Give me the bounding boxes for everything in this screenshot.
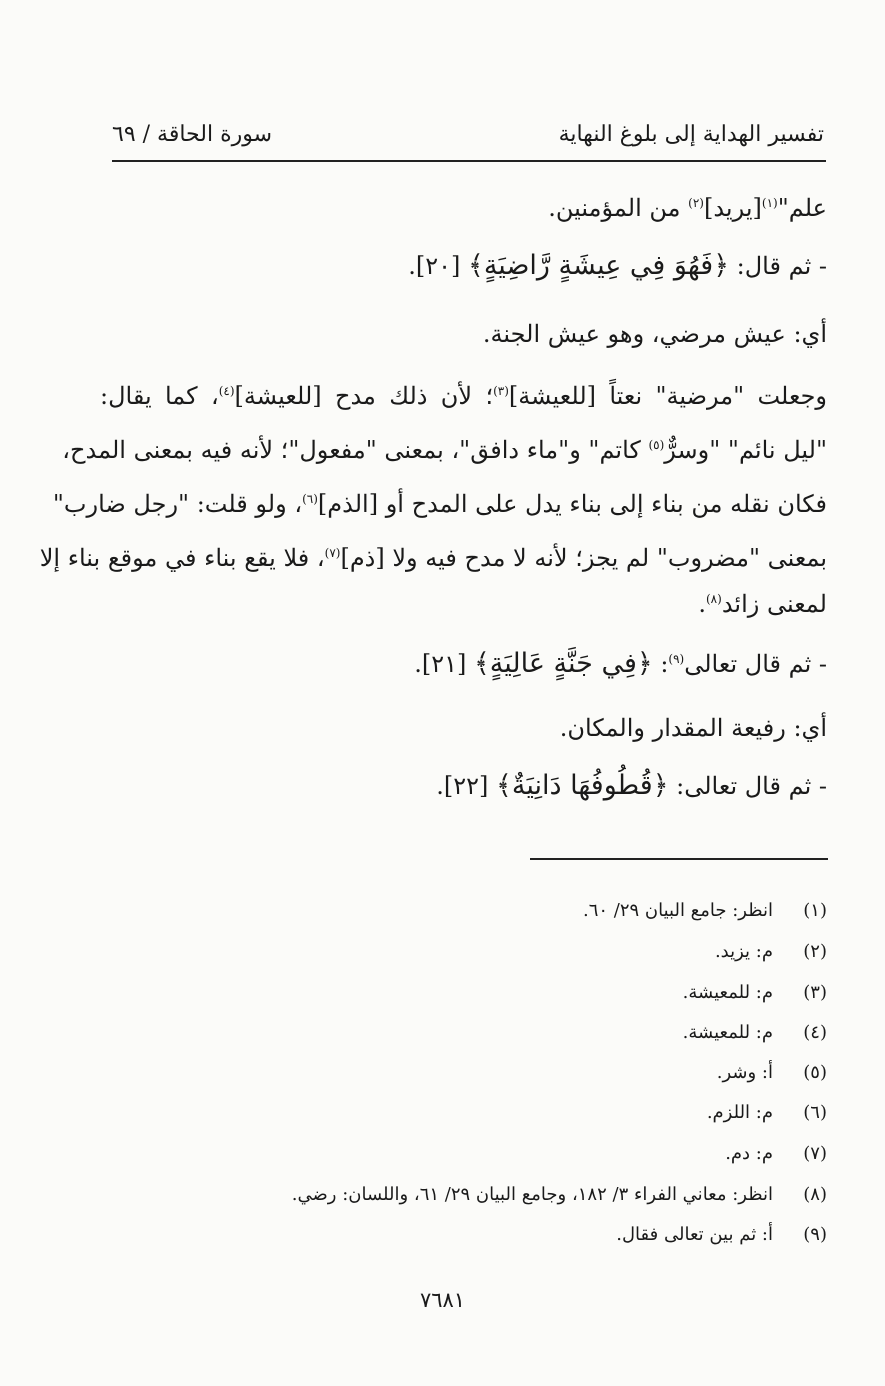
footnote-separator	[530, 858, 828, 860]
text-line-8: لمعنى زائد$^{(٨)}$.	[698, 590, 827, 618]
quran-verse: ﴿فَهُوَ فِي عِيشَةٍ رَّاضِيَةٍ﴾	[468, 250, 730, 281]
footnote-ref-9: (٩)	[668, 652, 685, 666]
footnote-4: (٤)م: للمعيشة.	[682, 1022, 827, 1043]
footnote-9: (٩)أ: ثم بين تعالى فقال.	[616, 1224, 827, 1245]
footnote-5: (٥)أ: وشر.	[716, 1062, 827, 1083]
footnote-8: (٨)انظر: معاني الفراء ٣/ ١٨٢، وجامع البيان ٢٩/ ٦١، واللسان: رضي.	[291, 1184, 827, 1205]
text-line-3: أي: عيش مرضي، وهو عيش الجنة.	[482, 320, 827, 348]
text-line-4: وجعلت "مرضية" نعتاً [للعيشة]$^{(٣)}$؛ لأن ذلك مدح [للعيشة]$^{(٤)}$، كما يقال:	[100, 382, 827, 410]
text-line-9: - ثم قال تعالى$^{(٩)}$: ﴿فِي جَنَّةٍ عَالِيَةٍ﴾ [٢١].	[414, 648, 827, 679]
footnote-1: (١)انظر: جامع البيان ٢٩/ ٦٠.	[582, 900, 827, 921]
surah-page-label: سورة الحاقة / ٦٩	[112, 122, 273, 147]
footnote-ref-7: (٧)	[324, 546, 341, 560]
text-line-5: "ليل نائم" "وسرٌّ$^{(٥)}$ كاتم" و"ماء دافق"، بمعنى "مفعول"؛ لأنه فيه بمعنى المدح،	[62, 436, 827, 464]
footnote-ref-3: (٣)	[493, 384, 509, 398]
footnote-3: (٣)م: للمعيشة.	[682, 982, 827, 1003]
footnote-ref-2: (٢)	[688, 196, 704, 210]
footnote-ref-8: (٨)	[705, 592, 722, 606]
footnote-ref-5: (٥)	[648, 438, 665, 452]
text-line-7: بمعنى "مضروب" لم يجز؛ لأنه لا مدح فيه ولا [ذم]$^{(٧)}$، فلا يقع بناء في موقع بناء إلا	[39, 544, 827, 572]
footnote-7: (٧)م: دم.	[725, 1143, 827, 1164]
text-line-6: فكان نقله من بناء إلى بناء يدل على المدح أو [الذم]$^{(٦)}$، ولو قلت: "رجل ضارب"	[52, 490, 827, 518]
footnote-ref-6: (٦)	[302, 492, 318, 506]
header-rule	[112, 160, 826, 162]
text-line-2: - ثم قال: ﴿فَهُوَ فِي عِيشَةٍ رَّاضِيَةٍ﴾ [٢٠].	[408, 250, 827, 281]
text-line-1: علم"$^{(١)}$[يريد]$^{(٢)}$ من المؤمنين.	[548, 194, 827, 222]
footnote-ref-4: (٤)	[218, 384, 235, 398]
footnote-ref-1: (١)	[761, 196, 778, 210]
footnote-6: (٦)م: اللزم.	[706, 1102, 827, 1123]
quran-verse: ﴿فِي جَنَّةٍ عَالِيَةٍ﴾	[473, 648, 653, 679]
text-line-10: أي: رفيعة المقدار والمكان.	[559, 714, 827, 742]
book-title: تفسير الهداية إلى بلوغ النهاية	[558, 122, 824, 147]
text-line-11: - ثم قال تعالى: ﴿قُطُوفُهَا دَانِيَةٌ﴾ [٢٢].	[436, 770, 827, 801]
quran-verse: ﴿قُطُوفُهَا دَانِيَةٌ﴾	[496, 770, 669, 801]
running-header	[112, 118, 824, 158]
footnote-2: (٢)م: يزيد.	[714, 941, 827, 962]
page-number: ٧٦٨١	[419, 1288, 466, 1312]
